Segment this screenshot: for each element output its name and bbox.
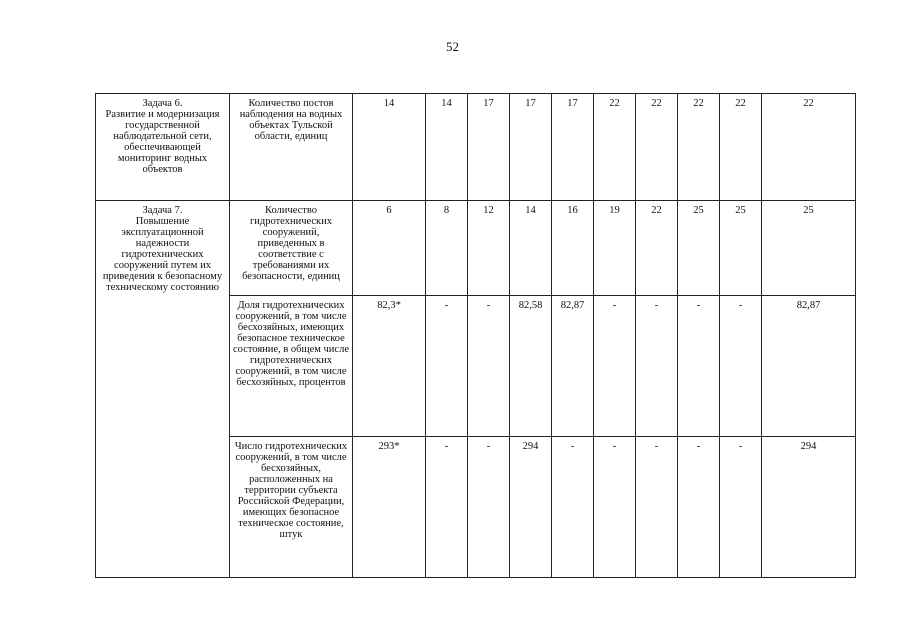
indicator-cell: Количество постов наблюдения на водных объектах Тульской области, единиц <box>230 94 353 201</box>
value-cell: 294 <box>510 437 552 578</box>
value-cell: - <box>552 437 594 578</box>
value-cell: 294 <box>762 437 856 578</box>
value-cell: - <box>678 437 720 578</box>
value-cell: 82,87 <box>762 296 856 437</box>
value-cell: 22 <box>636 201 678 296</box>
value-cell: - <box>594 296 636 437</box>
value-cell: 17 <box>510 94 552 201</box>
value-cell: 19 <box>594 201 636 296</box>
value-cell: 25 <box>678 201 720 296</box>
value-cell: 22 <box>636 94 678 201</box>
task-text: Повышение эксплуатационной надежности гидротехнических сооружений путем их приведения к безопасному техническому состоянию <box>102 216 223 293</box>
value-cell: 14 <box>353 94 426 201</box>
value-cell: 22 <box>720 94 762 201</box>
value-cell: - <box>636 296 678 437</box>
value-cell: 82,3* <box>353 296 426 437</box>
value-cell: 82,87 <box>552 296 594 437</box>
task-number: Задача 6. <box>142 98 183 109</box>
indicator-cell: Количество гидротехнических сооружений, приведенных в соответствие с требованиями их безопасности, единиц <box>230 201 353 296</box>
value-cell: 16 <box>552 201 594 296</box>
task-cell <box>96 201 230 578</box>
value-cell: 14 <box>510 201 552 296</box>
value-cell: - <box>426 296 468 437</box>
value-cell: 22 <box>678 94 720 201</box>
value-cell: 14 <box>426 94 468 201</box>
value-cell: - <box>720 296 762 437</box>
indicator-cell: Доля гидротехнических сооружений, в том числе бесхозяйных, имеющих безопасное техническое состояние, в общем числе гидротехнических сооружений, в том числе бесхозяйных, процентов <box>230 296 353 437</box>
value-cell: 12 <box>468 201 510 296</box>
value-cell: 17 <box>552 94 594 201</box>
value-cell: - <box>468 296 510 437</box>
value-cell: 6 <box>353 201 426 296</box>
table-row <box>96 94 856 201</box>
value-cell: - <box>678 296 720 437</box>
value-cell: 22 <box>594 94 636 201</box>
indicator-cell: Число гидротехнических сооружений, в том числе бесхозяйных, расположенных на территории субъекта Российской Федерации, имеющих безопасное техническое состояние, штук <box>230 437 353 578</box>
indicators-table <box>95 93 856 578</box>
page-number: 52 <box>446 39 459 54</box>
value-cell: 17 <box>468 94 510 201</box>
value-cell: - <box>594 437 636 578</box>
task-number: Задача 7. <box>142 205 183 216</box>
value-cell: 293* <box>353 437 426 578</box>
value-cell: 22 <box>762 94 856 201</box>
task-cell <box>96 94 230 201</box>
value-cell: - <box>720 437 762 578</box>
task-text: Развитие и модернизация государственной наблюдательной сети, обеспечивающей мониторинг водных объектов <box>105 109 220 175</box>
table-row <box>96 201 856 296</box>
value-cell: - <box>468 437 510 578</box>
value-cell: - <box>426 437 468 578</box>
value-cell: 25 <box>720 201 762 296</box>
value-cell: 25 <box>762 201 856 296</box>
value-cell: 8 <box>426 201 468 296</box>
value-cell: - <box>636 437 678 578</box>
value-cell: 82,58 <box>510 296 552 437</box>
